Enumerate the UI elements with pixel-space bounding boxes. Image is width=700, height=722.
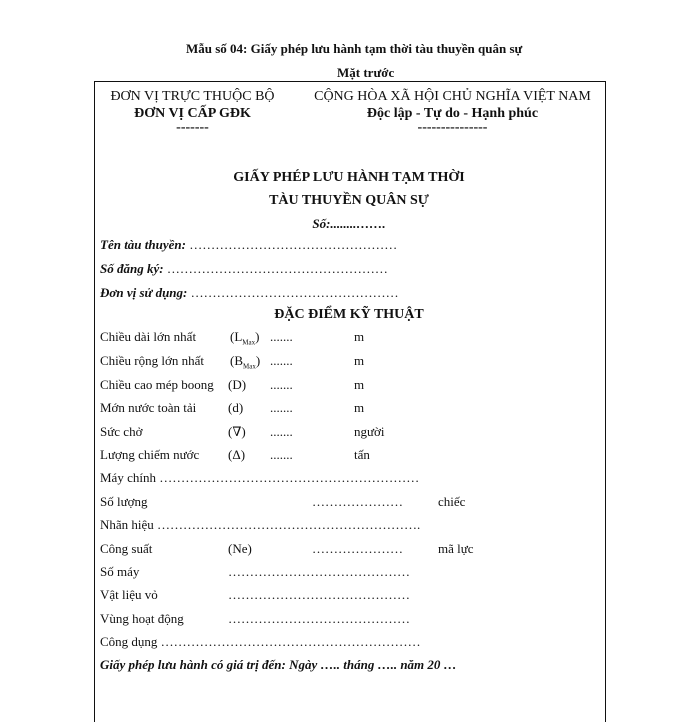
purpose-label: Công dụng — [100, 634, 158, 649]
validity-line: Giấy phép lưu hành có giá trị đến: Ngày ….. tháng ….. năm 20 … — [100, 657, 457, 672]
engine-power-dots: ………………… — [312, 541, 403, 556]
national-line-1: CỘNG HÒA XÃ HỘI CHỦ NGHĨA VIỆT NAM — [314, 89, 591, 104]
national-line-2: Độc lập - Tự do - Hạnh phúc — [366, 106, 539, 121]
title-line-1: GIẤY PHÉP LƯU HÀNH TẠM THỜI — [233, 170, 465, 185]
owner-field-name — [100, 237, 397, 253]
spec-dots: ....... — [270, 329, 293, 344]
engine-power-row — [100, 541, 600, 559]
engine-count-row — [100, 494, 600, 512]
owner-field-registration — [100, 261, 388, 277]
engine-count-dots: ………………… — [312, 494, 403, 509]
main-engine-label: Máy chính — [100, 470, 156, 485]
spec-label: Lượng chiếm nước — [100, 447, 200, 462]
issuer-dashes: ------- — [176, 120, 209, 135]
owner-field-unit — [100, 285, 399, 301]
spec-dots: ....... — [270, 377, 293, 392]
document-title — [94, 166, 604, 235]
engine-brand-row — [100, 517, 420, 533]
engine-serial-row — [100, 564, 600, 582]
hull-material-label: Vật liệu vỏ — [100, 587, 158, 602]
spec-row — [100, 447, 600, 465]
issuer-block — [100, 88, 285, 134]
title-line-2: TÀU THUYỀN QUÂN SỰ — [269, 193, 429, 208]
spec-symbol: $(L_{Max})$ — [230, 329, 260, 347]
engine-power-symbol: (Ne) — [228, 541, 252, 556]
field-dots: ………………………………………… — [189, 237, 398, 252]
spec-row — [100, 353, 600, 371]
spec-unit: m — [354, 329, 365, 344]
spec-row — [100, 377, 600, 395]
spec-dots: ....... — [270, 400, 293, 415]
spec-dots: ....... — [270, 447, 293, 462]
purpose-dots: …………………………………………………… — [160, 634, 421, 649]
engine-serial-label: Số máy — [100, 564, 140, 579]
issuer-line-1: ĐƠN VỊ TRỰC THUỘC BỘ — [110, 89, 275, 104]
spec-symbol: (D) — [228, 377, 247, 392]
main-engine-dots: …………………………………………………… — [159, 470, 420, 485]
document-number: Số:........……. — [312, 216, 386, 231]
national-block — [300, 88, 605, 134]
side-label: Mặt trước — [337, 65, 395, 80]
engine-brand-dots: ……………………………………………………. — [157, 517, 421, 532]
purpose-row — [100, 634, 421, 650]
engine-count-unit: chiếc — [438, 494, 466, 509]
spec-unit: m — [354, 377, 365, 392]
spec-symbol: (Δ) — [228, 447, 246, 462]
spec-row — [100, 329, 600, 347]
spec-unit: người — [354, 424, 385, 439]
engine-count-label: Số lượng — [100, 494, 148, 509]
spec-label: Chiều cao mép boong — [100, 377, 214, 392]
spec-row — [100, 424, 600, 442]
spec-row — [100, 400, 600, 418]
national-dashes: --------------- — [417, 120, 488, 135]
field-label: Số đăng ký: — [100, 261, 164, 276]
spec-dots: ....... — [270, 353, 293, 368]
engine-serial-dots: …………………………………… — [228, 564, 410, 579]
field-dots: …………………………………………… — [166, 261, 388, 276]
operating-area-label: Vùng hoạt động — [100, 611, 184, 626]
operating-area-row — [100, 611, 600, 629]
engine-power-unit: mã lực — [438, 541, 474, 556]
field-dots: ………………………………………… — [190, 285, 399, 300]
spec-label: Chiều dài lớn nhất — [100, 329, 197, 344]
spec-label: Chiều rộng lớn nhất — [100, 353, 204, 368]
spec-unit: tấn — [354, 447, 370, 462]
spec-symbol: (d) — [228, 400, 244, 415]
form-title: Mẫu số 04: Giấy phép lưu hành tạm thời tàu thuyền quân sự — [186, 41, 523, 56]
spec-label: Mớn nước toàn tải — [100, 400, 197, 415]
spec-dots: ....... — [270, 424, 293, 439]
hull-material-dots: …………………………………… — [228, 587, 410, 602]
spec-symbol: $(B_{Max})$ — [230, 353, 261, 371]
spec-unit: m — [354, 353, 365, 368]
engine-power-label: Công suất — [100, 541, 153, 556]
spec-label: Sức chở — [100, 424, 143, 439]
spec-unit: m — [354, 400, 365, 415]
field-label: Đơn vị sử dụng: — [100, 285, 188, 300]
main-engine-row — [100, 470, 419, 486]
spec-symbol: (∇) — [228, 424, 246, 439]
operating-area-dots: …………………………………… — [228, 611, 410, 626]
engine-brand-label: Nhãn hiệu — [100, 517, 154, 532]
field-label: Tên tàu thuyền: — [100, 237, 186, 252]
specs-heading: ĐẶC ĐIỂM KỸ THUẬT — [274, 307, 424, 322]
issuer-line-2: ĐƠN VỊ CẤP GĐK — [134, 106, 251, 121]
hull-material-row — [100, 587, 600, 605]
